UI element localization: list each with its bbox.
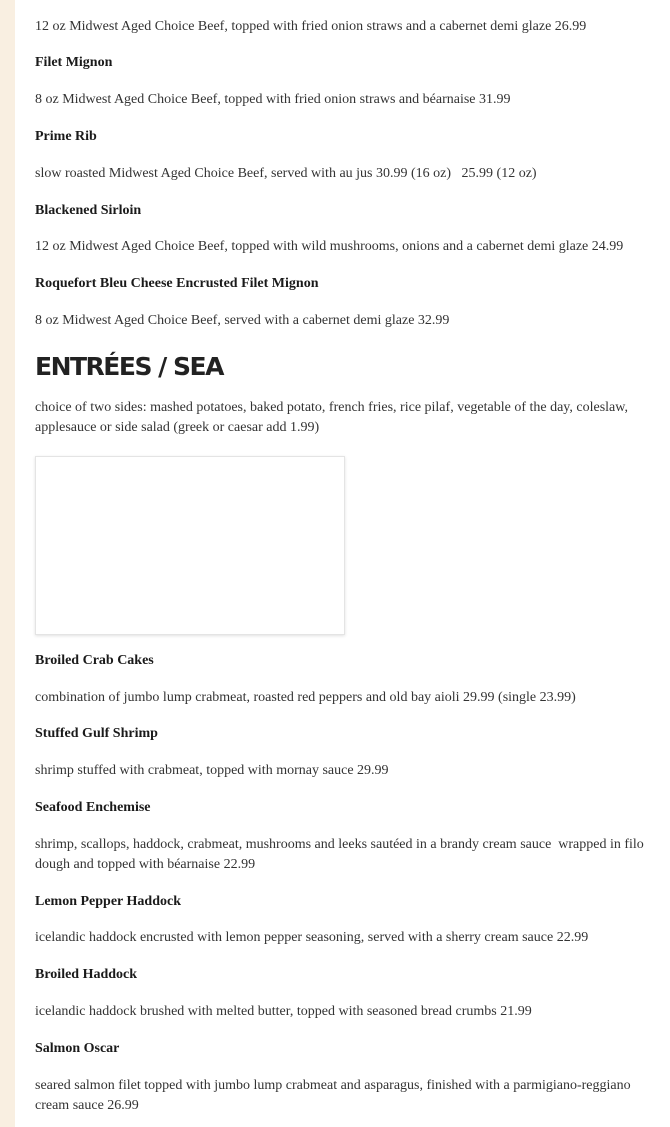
item-name-broiled-haddock: Broiled Haddock [35, 967, 138, 982]
item-description: 8 oz Midwest Aged Choice Beef, served with a cabernet demi glaze 32.99 [35, 313, 450, 328]
item-description: shrimp stuffed with crabmeat, topped with mornay sauce 29.99 [35, 763, 389, 778]
item-description: 8 oz Midwest Aged Choice Beef, topped with fried onion straws and béarnaise 31.99 [35, 92, 511, 107]
item-name-stuffed-gulf-shrimp: Stuffed Gulf Shrimp [35, 726, 158, 741]
dish-image-placeholder [35, 456, 345, 635]
item-name-seafood-enchemise: Seafood Enchemise [35, 800, 151, 815]
item-name-blackened-sirloin: Blackened Sirloin [35, 203, 142, 218]
item-description: combination of jumbo lump crabmeat, roasted red peppers and old bay aioli 29.99 (single 23.99) [35, 690, 576, 705]
section-intro: choice of two sides: mashed potatoes, baked potato, french fries, rice pilaf, vegetable of the day, coleslaw, applesauce or side salad (greek or caesar add 1.99) [35, 400, 628, 435]
item-name-broiled-crab-cakes: Broiled Crab Cakes [35, 653, 154, 668]
item-description: 12 oz Midwest Aged Choice Beef, topped with wild mushrooms, onions and a cabernet demi glaze 24.99 [35, 239, 624, 254]
item-description: shrimp, scallops, haddock, crabmeat, mushrooms and leeks sautéed in a brandy cream sauce wrapped in filo dough and topped with béarnaise 22.99 [35, 837, 648, 872]
item-description: 12 oz Midwest Aged Choice Beef, topped with fried onion straws and a cabernet demi glaze 26.99 [35, 19, 587, 34]
item-name-prime-rib: Prime Rib [35, 129, 97, 144]
item-name-filet-mignon: Filet Mignon [35, 55, 113, 70]
item-name-roquefort-filet: Roquefort Bleu Cheese Encrusted Filet Mignon [35, 276, 319, 291]
left-margin-band [0, 0, 15, 1127]
item-description: icelandic haddock brushed with melted butter, topped with seasoned bread crumbs 21.99 [35, 1004, 532, 1019]
item-description: icelandic haddock encrusted with lemon pepper seasoning, served with a sherry cream sauce 22.99 [35, 930, 589, 945]
item-name-salmon-oscar: Salmon Oscar [35, 1041, 120, 1056]
item-description: slow roasted Midwest Aged Choice Beef, served with au jus 30.99 (16 oz) 25.99 (12 oz) [35, 166, 537, 181]
item-name-lemon-pepper-haddock: Lemon Pepper Haddock [35, 894, 181, 909]
section-heading-sea: ENTRÉES / SEA [35, 352, 223, 381]
item-description: seared salmon filet topped with jumbo lump crabmeat and asparagus, finished with a parmigiano-reggiano cream sauce 26.99 [35, 1078, 631, 1113]
